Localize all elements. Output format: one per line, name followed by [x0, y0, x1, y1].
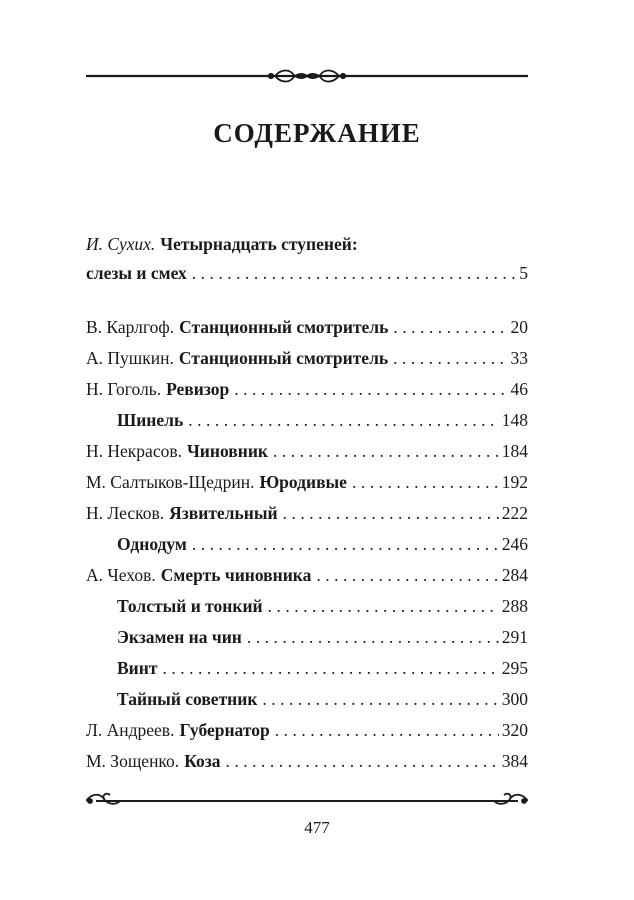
toc-page: 184 — [501, 441, 528, 461]
toc-entry — [86, 622, 528, 653]
toc-page: 20 — [510, 317, 528, 337]
leader-dots — [192, 529, 499, 560]
top-ornamental-rule — [86, 64, 528, 88]
intro-line-1 — [86, 230, 528, 259]
toc-page: 148 — [501, 410, 528, 430]
toc-title: Чиновник — [186, 441, 268, 461]
toc-page: 300 — [501, 689, 528, 709]
intro-author: И. Сухих. — [86, 234, 156, 254]
toc-entry — [86, 467, 528, 498]
toc-title: Смерть чиновника — [160, 565, 312, 585]
toc-author: В. Карлгоф. — [86, 317, 175, 337]
toc-entry — [86, 653, 528, 684]
leader-dots — [273, 436, 499, 467]
leader-dots — [393, 343, 507, 374]
toc-title: Тайный советник — [117, 689, 258, 709]
toc-title: Толстый и тонкий — [117, 596, 263, 616]
toc-page: 192 — [501, 472, 528, 492]
toc-entry — [86, 684, 528, 715]
toc-entry — [86, 405, 528, 436]
toc-title: Станционный смотритель — [178, 348, 389, 368]
leader-dots — [283, 498, 499, 529]
toc-entry — [86, 591, 528, 622]
toc-title: Коза — [184, 751, 221, 771]
toc-page: 295 — [501, 658, 528, 678]
toc-page: 291 — [501, 627, 528, 647]
intro-title-line-2: слезы и смех — [86, 263, 187, 283]
toc-page: 246 — [501, 534, 528, 554]
leader-dots — [162, 653, 498, 684]
leader-dots — [262, 684, 498, 715]
intro-line-2 — [86, 259, 528, 288]
toc-title: Винт — [117, 658, 158, 678]
leader-dots — [393, 312, 507, 343]
toc-title: Язвительный — [169, 503, 278, 523]
leader-dots — [275, 715, 499, 746]
toc-entry — [86, 715, 528, 746]
toc-entry — [86, 746, 528, 777]
leader-dots — [247, 622, 499, 653]
toc-page: 284 — [501, 565, 528, 585]
toc-entry — [86, 312, 528, 343]
toc-author: Н. Гоголь. — [86, 379, 162, 399]
toc-title: Губернатор — [179, 720, 270, 740]
intro-entry — [86, 230, 528, 288]
toc-entry — [86, 498, 528, 529]
leader-dots — [316, 560, 498, 591]
page-title: СОДЕРЖАНИЕ — [213, 118, 421, 148]
toc-title: Станционный смотритель — [179, 317, 389, 337]
toc-author: Л. Андреев. — [86, 720, 175, 740]
leader-dots — [192, 259, 517, 288]
toc-entry — [86, 560, 528, 591]
toc-page: 288 — [501, 596, 528, 616]
toc-list — [86, 312, 528, 777]
toc-title: Экзамен на чин — [117, 627, 242, 647]
toc-title: Шинель — [117, 410, 184, 430]
toc-page: 46 — [510, 379, 528, 399]
toc-author: Н. Лесков. — [86, 503, 165, 523]
toc-author: А. Чехов. — [86, 565, 156, 585]
toc-author: М. Зощенко. — [86, 751, 180, 771]
toc-title: Однодум — [117, 534, 187, 554]
toc-author: Н. Некрасов. — [86, 441, 182, 461]
toc-page: 384 — [501, 751, 528, 771]
toc-entry — [86, 436, 528, 467]
bottom-ornamental-rule — [86, 789, 528, 813]
toc-author: А. Пушкин. — [86, 348, 174, 368]
toc-entry — [86, 343, 528, 374]
toc-author: М. Салтыков-Щедрин. — [86, 472, 255, 492]
leader-dots — [234, 374, 507, 405]
intro-title-line-1: Четырнадцать ступеней: — [160, 234, 358, 254]
toc-page: 222 — [501, 503, 528, 523]
toc-page: 320 — [501, 720, 528, 740]
page-number: 477 — [304, 818, 330, 837]
leader-dots — [352, 467, 499, 498]
toc-title: Ревизор — [166, 379, 230, 399]
toc-entry — [86, 529, 528, 560]
intro-page: 5 — [519, 263, 528, 283]
toc-title: Юродивые — [259, 472, 347, 492]
leader-dots — [188, 405, 499, 436]
toc-page: 33 — [510, 348, 528, 368]
leader-dots — [268, 591, 499, 622]
toc-entry — [86, 374, 528, 405]
leader-dots — [226, 746, 499, 777]
